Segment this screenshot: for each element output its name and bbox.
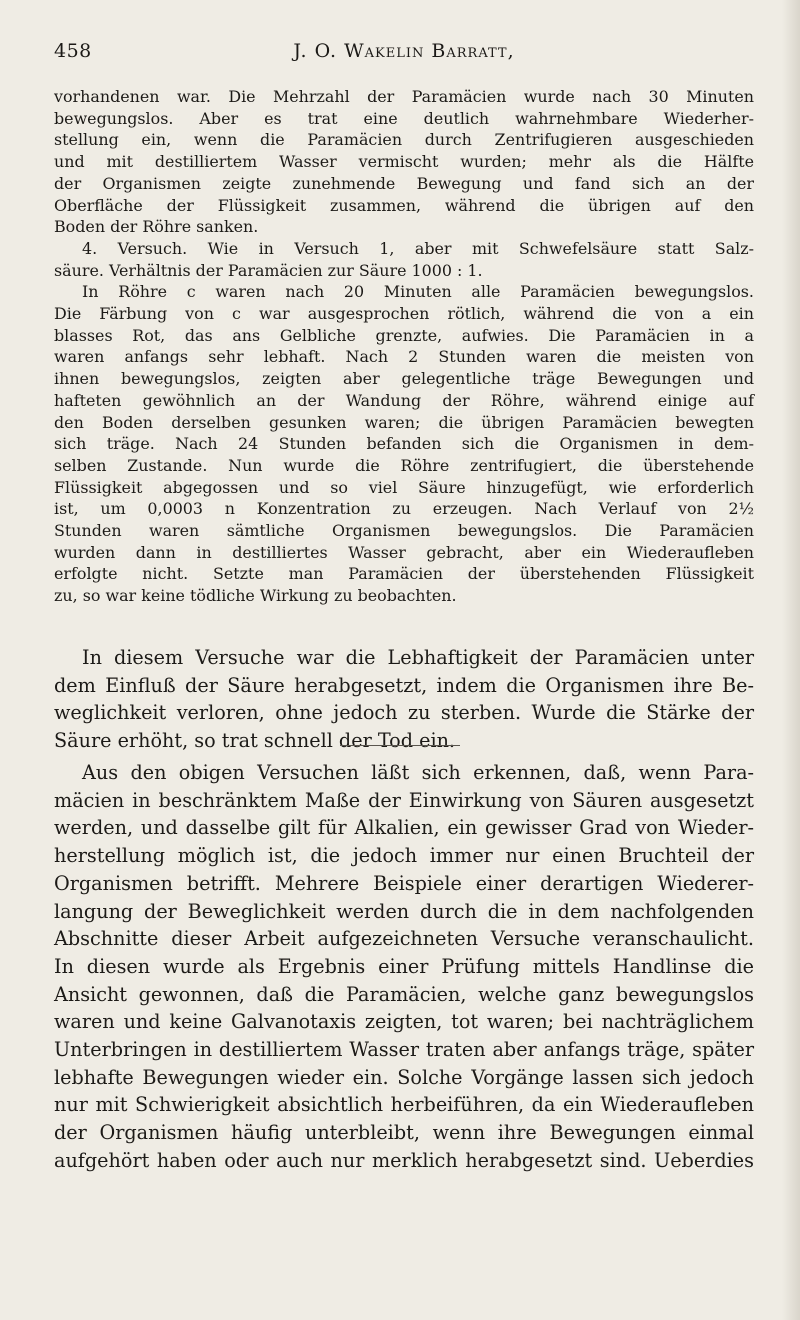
text-line: waren anfangs sehr lebhaft. Nach 2 Stunden waren die meisten von: [54, 347, 754, 367]
text-line: lebhafte Bewegungen wieder ein. Solche Vorgänge lassen sich jedoch: [54, 1065, 754, 1089]
paragraph-versuch-4: [54, 238, 754, 281]
text-line: zu, so war keine tödliche Wirkung zu beobachten.: [54, 586, 457, 606]
text-line: waren und keine Galvanotaxis zeigten, tot waren; bei nachträglichem: [54, 1010, 754, 1034]
text-line: nur mit Schwierigkeit absichtlich herbeiführen, da ein Wiederaufleben: [54, 1093, 754, 1117]
experiment-report-small-print: [54, 86, 754, 607]
text-line: Unterbringen in destilliertem Wasser traten aber anfangs träge, später: [54, 1038, 754, 1062]
text-line: weglichkeit verloren, ohne jedoch zu sterben. Wurde die Stärke der: [54, 701, 754, 725]
text-line: blasses Rot, das ans Gelbliche grenzte, aufwies. Die Paramäcien in a: [54, 325, 754, 345]
text-line: Stunden waren sämtliche Organismen bewegungslos. Die Paramäcien: [54, 521, 754, 541]
text-line: Aus den obigen Versuchen läßt sich erkennen, daß, wenn Para-: [82, 761, 754, 784]
text-line: Ansicht gewonnen, daß die Paramäcien, welche ganz bewegungslos: [54, 982, 754, 1006]
text-line: selben Zustande. Nun wurde die Röhre zentrifugiert, die überstehende: [54, 455, 754, 475]
text-line: den Boden derselben gesunken waren; die übrigen Paramäcien bewegten: [54, 412, 754, 432]
text-line: Die Färbung von c war ausgesprochen rötlich, während die von a ein: [54, 304, 754, 324]
text-line: wurden dann in destilliertes Wasser gebracht, aber ein Wiederaufleben: [54, 542, 754, 562]
text-line: hafteten gewöhnlich an der Wandung der Röhre, während einige auf: [54, 390, 754, 410]
text-line: In Röhre c waren nach 20 Minuten alle Paramäcien bewegungslos.: [82, 282, 754, 302]
running-head: J. O. Wakelin Barratt,: [293, 40, 515, 62]
text-line: herstellung möglich ist, die jedoch immer nur einen Bruchteil der: [54, 844, 754, 868]
summary-paragraph: [54, 644, 754, 754]
section-divider: [340, 745, 460, 746]
text-line: aufgehört haben oder auch nur merklich herabgesetzt sind. Ueberdies: [54, 1148, 754, 1172]
text-line: In diesem Versuche war die Lebhaftigkeit der Paramäcien unter: [82, 646, 754, 669]
text-line: der Organismen häufig unterbleibt, wenn ihre Bewegungen einmal: [54, 1121, 754, 1145]
text-line: Organismen betrifft. Mehrere Beispiele einer derartigen Wiederer-: [54, 871, 754, 895]
text-line: säure. Verhältnis der Paramäcien zur Säure 1000 : 1.: [54, 260, 483, 280]
text-line: ist, um 0,0003 n Konzentration zu erzeugen. Nach Verlauf von 2½: [54, 499, 754, 519]
text-line: Boden der Röhre sanken.: [54, 217, 259, 237]
page-edge-shadow: [782, 0, 800, 1320]
text-line: Säure erhöht, so trat schnell der Tod ein.: [54, 728, 456, 752]
page-number: 458: [54, 40, 92, 62]
text-line: In diesen wurde als Ergebnis einer Prüfung mittels Handlinse die: [54, 954, 754, 978]
text-line: Oberfläche der Flüssigkeit zusammen, während die übrigen auf den: [54, 195, 754, 215]
text-line: ihnen bewegungslos, zeigten aber gelegentliche träge Bewegungen und: [54, 369, 754, 389]
text-line: stellung ein, wenn die Paramäcien durch Zentrifugieren ausgeschieden: [54, 130, 754, 150]
text-line: erfolgte nicht. Setzte man Paramäcien der überstehenden Flüssigkeit: [54, 564, 754, 584]
text-line: langung der Beweglichkeit werden durch die in dem nachfolgenden: [54, 899, 754, 923]
text-line: Abschnitte dieser Arbeit aufgezeichneten Versuche veranschaulicht.: [54, 927, 754, 951]
text-line: bewegungslos. Aber es trat eine deutlich wahrnehmbare Wiederher-: [54, 108, 754, 128]
text-line: vorhandenen war. Die Mehrzahl der Paramäcien wurde nach 30 Minuten: [54, 87, 754, 106]
text-line: sich träge. Nach 24 Stunden befanden sich die Organismen in dem-: [54, 434, 754, 454]
paragraph-roehre-c: [54, 281, 754, 607]
text-line: dem Einfluß der Säure herabgesetzt, indem die Organismen ihre Be-: [54, 673, 754, 697]
text-line: mäcien in beschränktem Maße der Einwirkung von Säuren ausgesetzt: [54, 788, 754, 812]
text-line: der Organismen zeigte zunehmende Bewegung und fand sich an der: [54, 173, 754, 193]
text-line: 4. Versuch. Wie in Versuch 1, aber mit Schwefelsäure statt Salz-: [82, 238, 754, 258]
text-line: und mit destilliertem Wasser vermischt wurden; mehr als die Hälfte: [54, 152, 754, 172]
text-line: werden, und dasselbe gilt für Alkalien, ein gewisser Grad von Wieder-: [54, 816, 754, 840]
page-header: [54, 40, 754, 70]
paragraph-continuation: [54, 86, 754, 238]
text-line: Flüssigkeit abgegossen und so viel Säure hinzugefügt, wie erforderlich: [54, 477, 754, 497]
main-paragraph: [54, 759, 754, 1175]
